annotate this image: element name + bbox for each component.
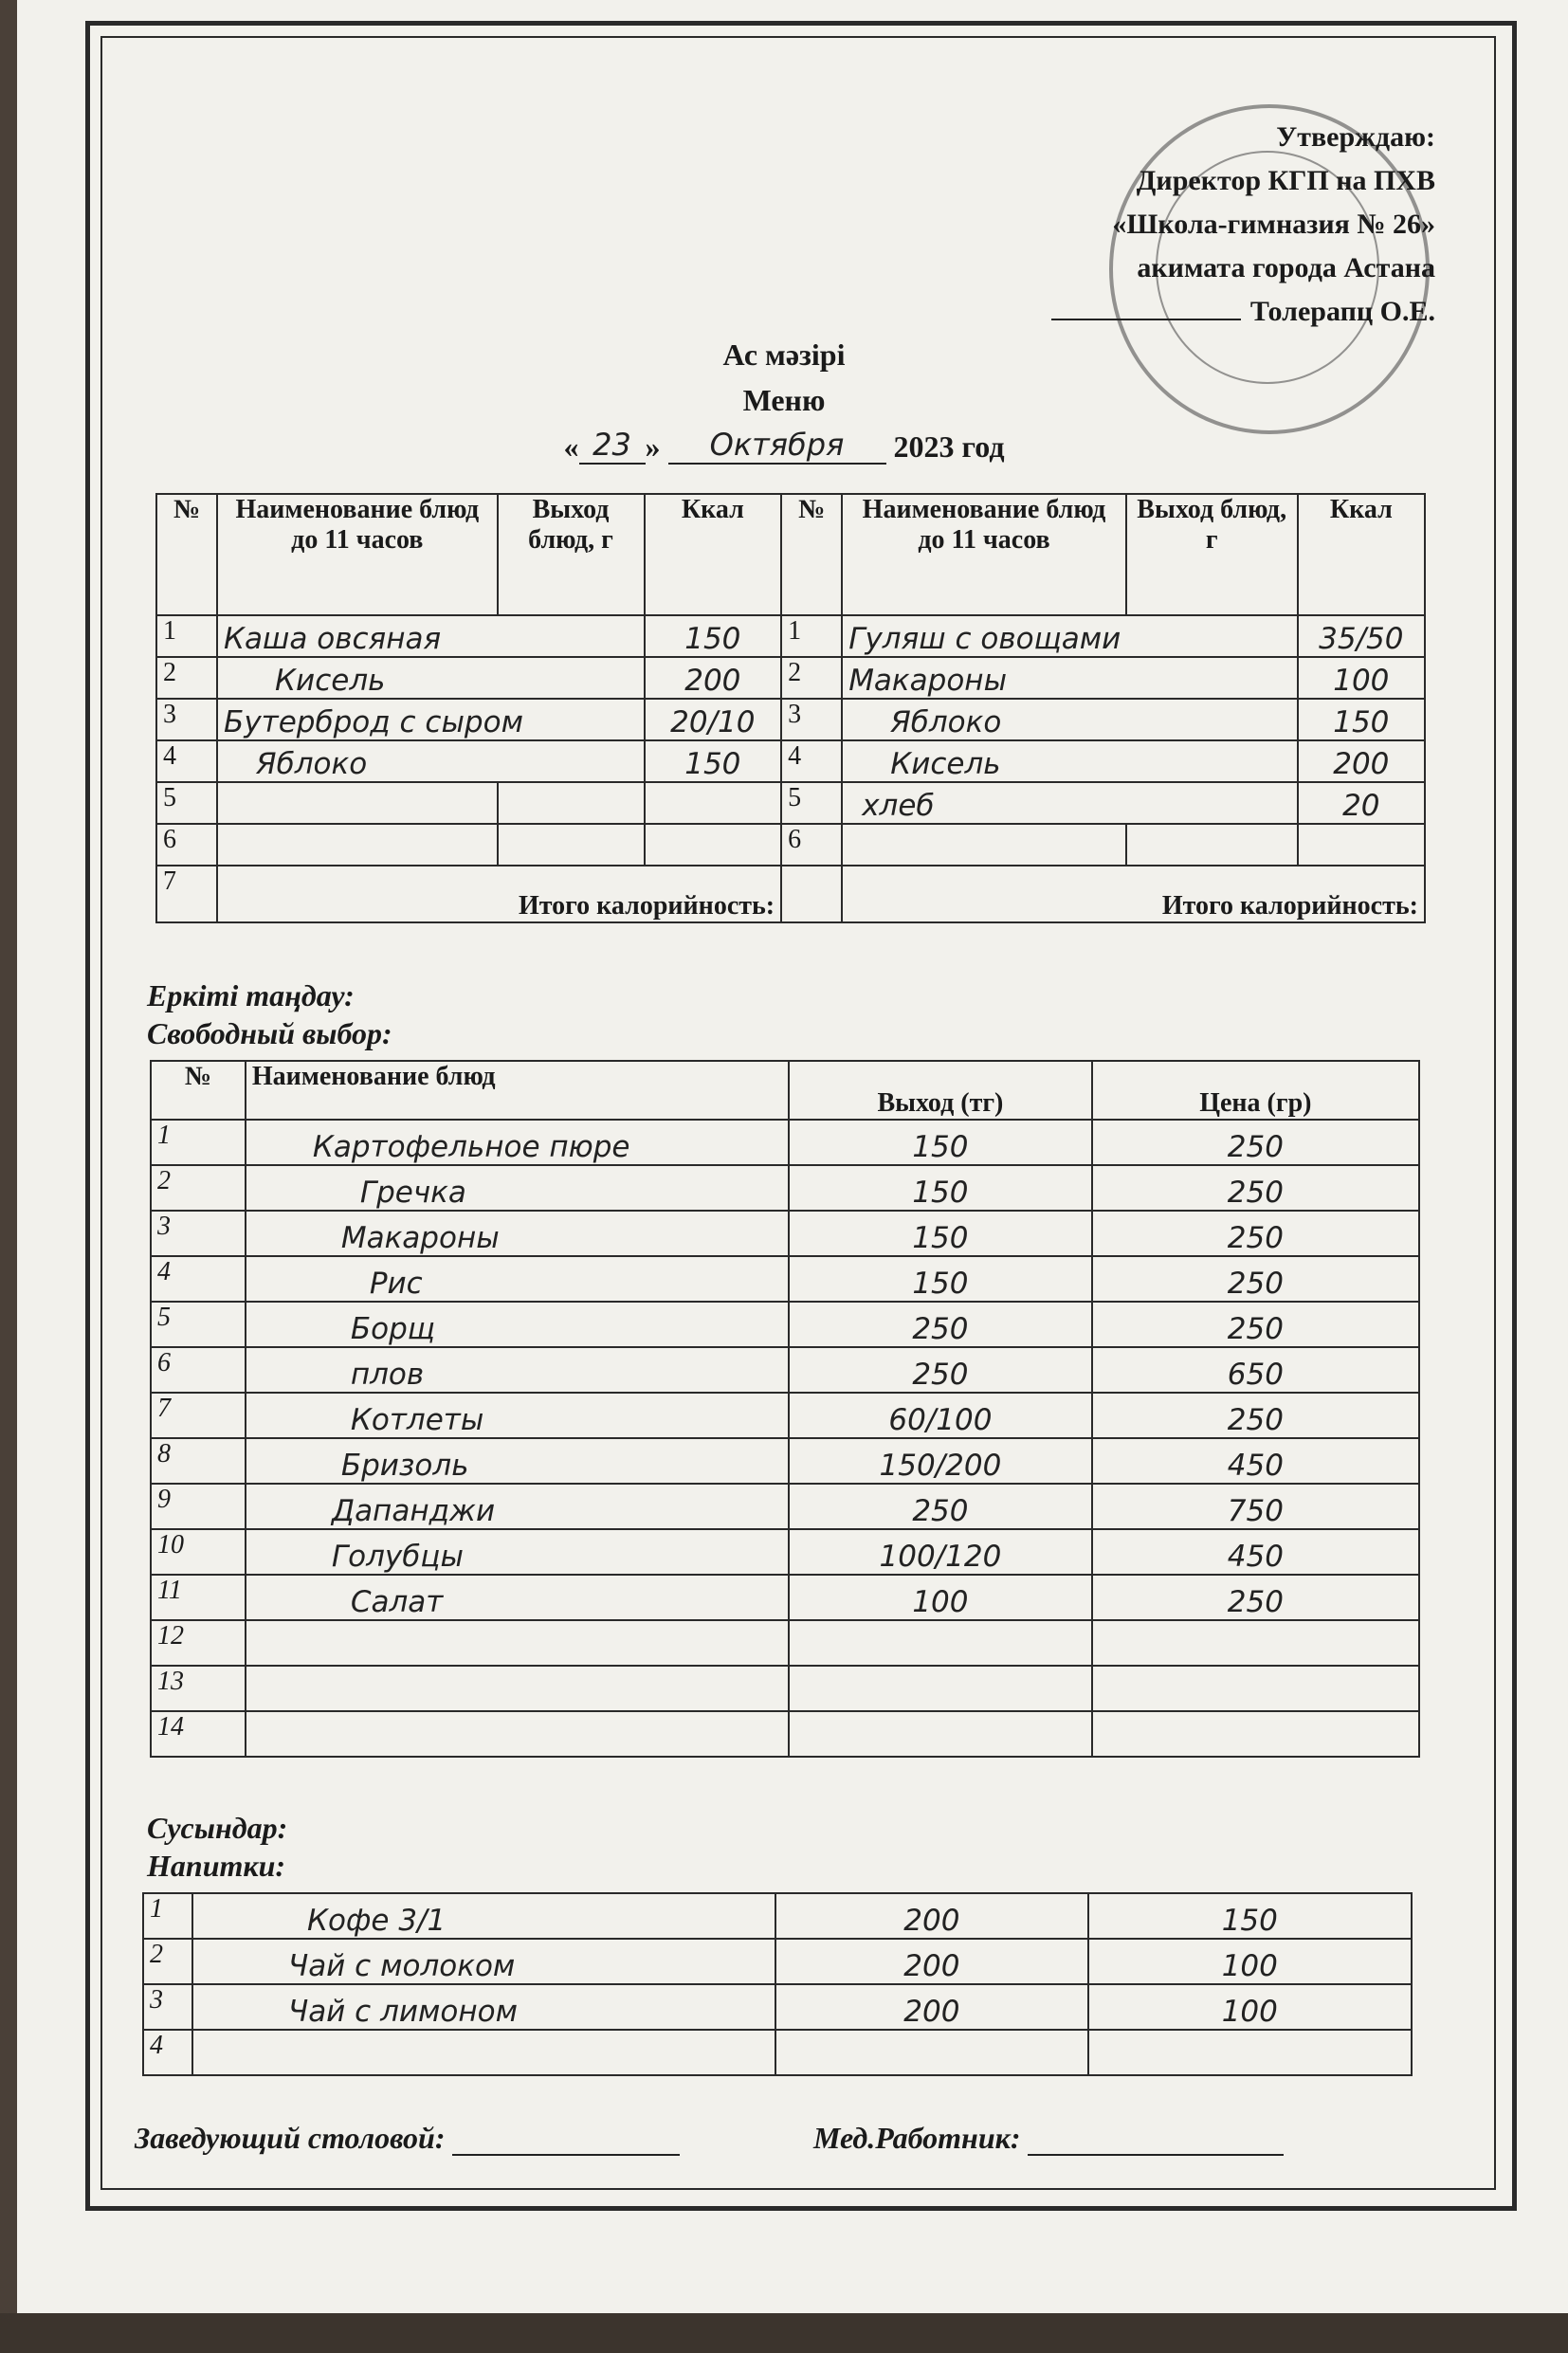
meal-table-header — [156, 494, 1425, 615]
director-signature-line — [1051, 319, 1241, 320]
row-num: 5 — [781, 782, 842, 824]
title-kz: Ас мәзірі — [722, 337, 846, 372]
col-output: Выход (тг) — [789, 1061, 1092, 1120]
row-num: 6 — [156, 824, 217, 866]
col-name-2: Наименование блюд до 11 часов — [842, 494, 1126, 615]
dish-output-empty — [1126, 824, 1298, 866]
row-num: 5 — [156, 782, 217, 824]
dish-output — [789, 1711, 1092, 1757]
approval-block — [1051, 116, 1435, 334]
table-row — [156, 824, 1425, 866]
dish-name: Гречка — [246, 1165, 789, 1211]
col-num-2: № — [781, 494, 842, 615]
drinks-label-kz: Сусындар: — [147, 1811, 288, 1845]
dish-output: 60/100 — [789, 1393, 1092, 1438]
dish-price: 250 — [1092, 1575, 1419, 1620]
dish-price: 250 — [1092, 1256, 1419, 1302]
row-num: 2 — [156, 657, 217, 699]
dish-name: Котлеты — [246, 1393, 789, 1438]
drink-price: 100 — [1088, 1984, 1412, 2030]
medic-label: Мед.Работник: — [813, 2121, 1021, 2155]
free-choice-label-ru: Свободный выбор: — [147, 1016, 392, 1050]
drink-name: Кофе 3/1 — [192, 1893, 775, 1939]
table-row — [156, 699, 1425, 740]
dish-output: 150 — [645, 740, 782, 782]
free-choice-header — [151, 1061, 1419, 1120]
dish-name — [246, 1620, 789, 1666]
dish-output: 35/50 — [1298, 615, 1425, 657]
drinks-table — [142, 1892, 1413, 2076]
col-kcal: Ккал — [645, 494, 782, 615]
dish-name — [246, 1666, 789, 1711]
dish-name: Макароны — [246, 1211, 789, 1256]
dish-name: Дапанджи — [246, 1484, 789, 1529]
table-row — [151, 1211, 1419, 1256]
row-num: 3 — [143, 1984, 192, 2030]
drink-output: 200 — [775, 1893, 1087, 1939]
dish-price: 250 — [1092, 1211, 1419, 1256]
dish-output: 150 — [789, 1211, 1092, 1256]
approval-line-3: «Школа-гимназия № 26» — [1112, 209, 1435, 240]
drink-price: 150 — [1088, 1893, 1412, 1939]
table-row — [151, 1393, 1419, 1438]
dish-output: 150 — [789, 1120, 1092, 1165]
dish-price: 650 — [1092, 1347, 1419, 1393]
table-row — [143, 1984, 1412, 2030]
dish-output — [789, 1620, 1092, 1666]
dish-name: Салат — [246, 1575, 789, 1620]
drink-name — [192, 2030, 775, 2075]
drink-output: 200 — [775, 1984, 1087, 2030]
canteen-head-label: Заведующий столовой: — [135, 2121, 446, 2155]
row-num: 7 — [156, 866, 217, 922]
dish-price: 250 — [1092, 1302, 1419, 1347]
row-num: 13 — [151, 1666, 246, 1711]
dish-output-empty — [498, 782, 645, 824]
medic-signature — [813, 2120, 1284, 2156]
title-ru: Меню — [742, 383, 826, 417]
dish-name: Борщ — [246, 1302, 789, 1347]
row-num: 3 — [156, 699, 217, 740]
col-price: Цена (гр) — [1092, 1061, 1419, 1120]
dish-name: Бризоль — [246, 1438, 789, 1484]
medic-signature-line — [1028, 2120, 1284, 2156]
row-num: 11 — [151, 1575, 246, 1620]
dish-output: 200 — [1298, 740, 1425, 782]
canteen-signature-line — [452, 2120, 680, 2156]
row-num: 4 — [156, 740, 217, 782]
dish-kcal — [1298, 824, 1425, 866]
dish-output: 20 — [1298, 782, 1425, 824]
canteen-head-signature — [135, 2120, 680, 2156]
dish-name: Картофельное пюре — [246, 1120, 789, 1165]
row-num: 5 — [151, 1302, 246, 1347]
dish-name: Яблоко — [217, 740, 644, 782]
dish-kcal — [645, 824, 782, 866]
col-name: Наименование блюд до 11 часов — [217, 494, 497, 615]
table-row — [151, 1347, 1419, 1393]
dish-output: 250 — [789, 1347, 1092, 1393]
dish-name: хлеб — [842, 782, 1297, 824]
table-row — [143, 1939, 1412, 1984]
drink-name: Чай с лимоном — [192, 1984, 775, 2030]
free-choice-label — [147, 976, 392, 1052]
table-row — [151, 1165, 1419, 1211]
drinks-label — [147, 1809, 287, 1885]
dish-output: 150 — [789, 1165, 1092, 1211]
dish-name: Рис — [246, 1256, 789, 1302]
row-num: 7 — [151, 1393, 246, 1438]
row-num: 2 — [781, 657, 842, 699]
dish-name — [217, 824, 497, 866]
dish-output: 200 — [645, 657, 782, 699]
col-kcal-2: Ккал — [1298, 494, 1425, 615]
table-row — [143, 1893, 1412, 1939]
dish-name: Бутерброд с сыром — [217, 699, 644, 740]
dish-output: 150 — [645, 615, 782, 657]
dish-price: 750 — [1092, 1484, 1419, 1529]
row-num: 4 — [143, 2030, 192, 2075]
approval-line-5 — [1051, 290, 1435, 334]
table-row — [151, 1620, 1419, 1666]
dish-output: 150/200 — [789, 1438, 1092, 1484]
dish-output: 150 — [789, 1256, 1092, 1302]
dish-name: Яблоко — [842, 699, 1297, 740]
total-row — [156, 866, 1425, 922]
row-num: 9 — [151, 1484, 246, 1529]
row-num: 3 — [151, 1211, 246, 1256]
dish-output — [789, 1666, 1092, 1711]
date-day: 23 — [579, 427, 646, 465]
free-choice-label-kz: Еркіті таңдау: — [147, 978, 355, 1012]
row-num: 12 — [151, 1620, 246, 1666]
table-row — [151, 1120, 1419, 1165]
free-choice-table — [150, 1060, 1420, 1758]
dish-output: 250 — [789, 1302, 1092, 1347]
dish-output: 100/120 — [789, 1529, 1092, 1575]
table-row — [151, 1438, 1419, 1484]
row-num: 10 — [151, 1529, 246, 1575]
dish-name: Голубцы — [246, 1529, 789, 1575]
dish-price: 250 — [1092, 1165, 1419, 1211]
dish-kcal — [645, 782, 782, 824]
row-num: 6 — [781, 824, 842, 866]
dish-price: 450 — [1092, 1529, 1419, 1575]
meal-table — [155, 493, 1426, 923]
table-row — [143, 2030, 1412, 2075]
row-num: 6 — [151, 1347, 246, 1393]
dish-name: Макароны — [842, 657, 1297, 699]
table-row — [151, 1302, 1419, 1347]
row-num: 14 — [151, 1711, 246, 1757]
col-name: Наименование блюд — [246, 1061, 789, 1120]
dish-output: 100 — [789, 1575, 1092, 1620]
dish-output: 100 — [1298, 657, 1425, 699]
director-name: Толерапц О.Е. — [1249, 296, 1435, 327]
dish-name: Гуляш с овощами — [842, 615, 1297, 657]
approval-line-2: Директор КГП на ПХВ — [1136, 165, 1435, 196]
menu-date: « 23 » Октября 2023 год — [563, 427, 1005, 464]
dish-price — [1092, 1711, 1419, 1757]
table-row — [156, 615, 1425, 657]
col-output-2: Выход блюд, г — [1126, 494, 1298, 615]
row-num: 8 — [151, 1438, 246, 1484]
dish-price: 450 — [1092, 1438, 1419, 1484]
row-num: 1 — [151, 1120, 246, 1165]
dish-output-empty — [498, 824, 645, 866]
dish-output: 250 — [789, 1484, 1092, 1529]
drink-name: Чай с молоком — [192, 1939, 775, 1984]
row-num: 4 — [151, 1256, 246, 1302]
table-row — [156, 657, 1425, 699]
dish-output: 20/10 — [645, 699, 782, 740]
row-num: 1 — [156, 615, 217, 657]
drink-price: 100 — [1088, 1939, 1412, 1984]
total-label-left: Итого калорийность: — [217, 866, 781, 922]
dish-name — [246, 1711, 789, 1757]
row-num: 3 — [781, 699, 842, 740]
drink-output: 200 — [775, 1939, 1087, 1984]
dish-price — [1092, 1666, 1419, 1711]
row-num: 2 — [151, 1165, 246, 1211]
dish-price: 250 — [1092, 1120, 1419, 1165]
col-num: № — [151, 1061, 246, 1120]
table-row — [151, 1529, 1419, 1575]
row-num: 4 — [781, 740, 842, 782]
row-num-empty — [781, 866, 842, 922]
dish-name — [217, 782, 497, 824]
total-label-right: Итого калорийность: — [842, 866, 1425, 922]
date-year: 2023 год — [893, 429, 1005, 464]
dish-name — [842, 824, 1126, 866]
table-row — [151, 1711, 1419, 1757]
date-month: Октября — [668, 427, 886, 465]
approval-line-4: акимата города Астана — [1137, 252, 1435, 283]
dish-price: 250 — [1092, 1393, 1419, 1438]
table-row — [151, 1484, 1419, 1529]
table-row — [156, 740, 1425, 782]
dish-output: 150 — [1298, 699, 1425, 740]
drink-output — [775, 2030, 1087, 2075]
row-num: 1 — [781, 615, 842, 657]
dish-name: Кисель — [217, 657, 644, 699]
drinks-label-ru: Напитки: — [147, 1849, 286, 1883]
page-shadow — [0, 2313, 1568, 2353]
dish-name: плов — [246, 1347, 789, 1393]
col-num: № — [156, 494, 217, 615]
approval-line-1: Утверждаю: — [1276, 121, 1435, 153]
table-row — [156, 782, 1425, 824]
drink-price — [1088, 2030, 1412, 2075]
dish-price — [1092, 1620, 1419, 1666]
table-row — [151, 1256, 1419, 1302]
row-num: 1 — [143, 1893, 192, 1939]
row-num: 2 — [143, 1939, 192, 1984]
table-row — [151, 1666, 1419, 1711]
dish-name: Каша овсяная — [217, 615, 644, 657]
table-row — [151, 1575, 1419, 1620]
col-output: Выход блюд, г — [498, 494, 645, 615]
dish-name: Кисель — [842, 740, 1297, 782]
